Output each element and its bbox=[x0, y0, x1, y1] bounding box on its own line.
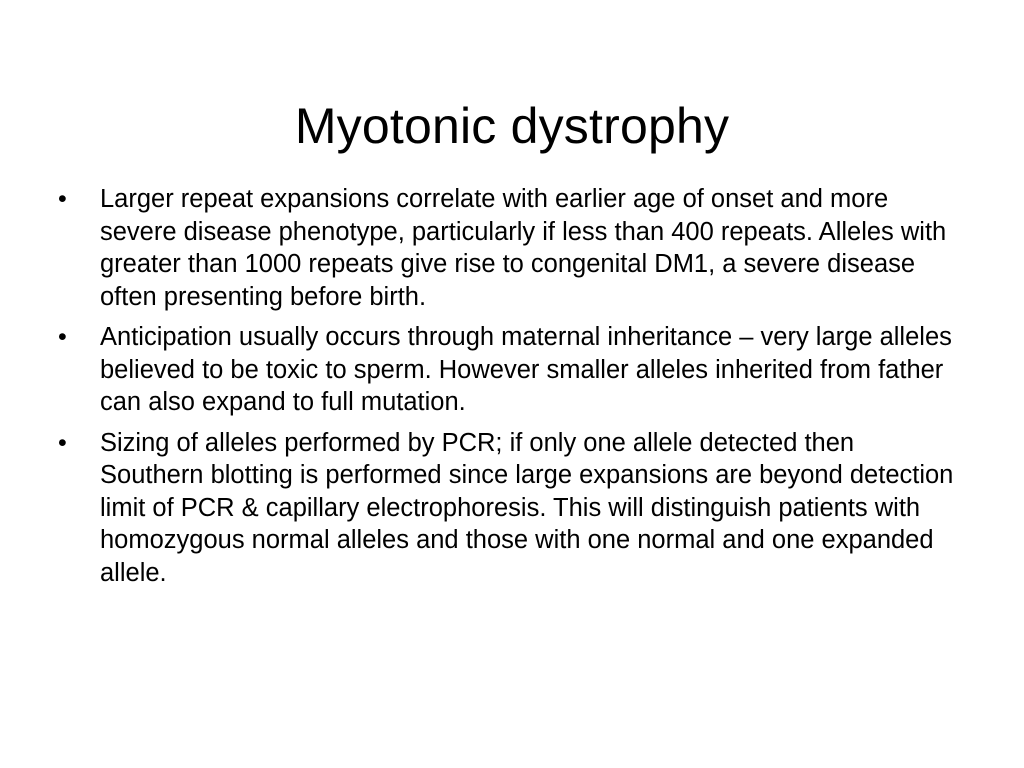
bullet-item-2 bbox=[58, 321, 958, 419]
bullet-marker: • bbox=[58, 323, 67, 351]
bullet-item-1 bbox=[58, 183, 958, 313]
bullet-text: Larger repeat expansions correlate with earlier age of onset and more severe disease phenotype, particularly if less than 400 repeats. Alleles with greater than 1000 repeats give rise to congenital DM1, a severe disease often presenting before birth. bbox=[100, 185, 947, 311]
bullet-text: Sizing of alleles performed by PCR; if only one allele detected then Southern blotting is performed since large expansions are beyond detection limit of PCR & capillary electrophoresis. This will distinguish patients with homozygous normal alleles and those with one normal and one expanded allele. bbox=[100, 428, 954, 587]
slide-title: Myotonic dystrophy bbox=[294, 97, 730, 154]
bullet-item-3 bbox=[58, 427, 958, 590]
bullet-marker: • bbox=[58, 185, 67, 213]
bullet-text: Anticipation usually occurs through maternal inheritance – very large alleles believed to be toxic to sperm. However smaller alleles inherited from father can also expand to full mutation. bbox=[100, 323, 952, 416]
bullet-marker: • bbox=[58, 428, 67, 457]
bullet-list bbox=[58, 183, 958, 597]
